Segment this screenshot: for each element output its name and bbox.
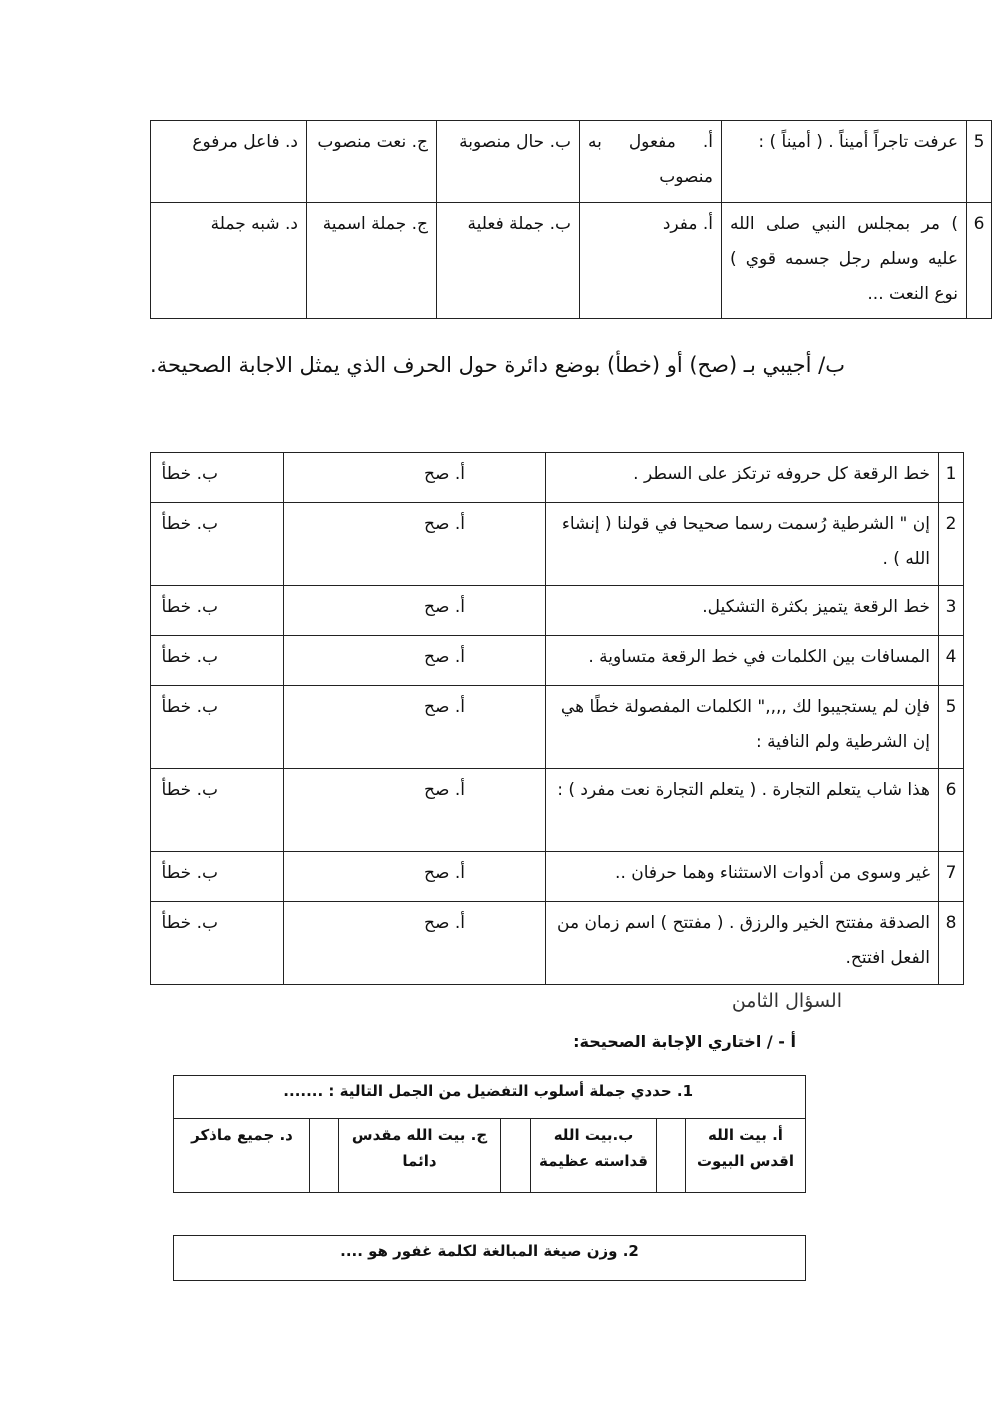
row-number: 1 [939, 453, 964, 503]
false-option[interactable]: ب. خطأ [151, 686, 284, 769]
option-a[interactable]: أ. مفرد [580, 203, 722, 319]
statement-text: إن " الشرطية رُسمت رسما صحيحا في قولنا ( إنشاء الله ) . [546, 503, 939, 586]
table-row [151, 503, 964, 586]
question-text: ) مر بمجلس النبي صلى الله عليه وسلم رجل جسمه قوي ) نوع النعت ... [722, 203, 967, 319]
statement-text: المسافات بين الكلمات في خط الرقعة متساوية . [546, 636, 939, 686]
statement-text: فإن لم يستجيبوا لك ,,,," الكلمات المفصولة خطًا هي إن الشرطية ولم النافية : [546, 686, 939, 769]
row-number: 6 [939, 769, 964, 852]
false-option[interactable]: ب. خطأ [151, 503, 284, 586]
false-option[interactable]: ب. خطأ [151, 636, 284, 686]
row-number: 8 [939, 902, 964, 985]
row-number: 3 [939, 586, 964, 636]
multiple-choice-table-top [150, 120, 992, 319]
row-number: 7 [939, 852, 964, 902]
option-a[interactable]: أ. بيت الله اقدس البيوت [685, 1118, 805, 1192]
option-d[interactable]: د. فاعل مرفوع [151, 121, 307, 203]
option-b[interactable]: ب. حال منصوبة [437, 121, 580, 203]
false-option[interactable]: ب. خطأ [151, 902, 284, 985]
false-option[interactable]: ب. خطأ [151, 852, 284, 902]
row-number: 5 [967, 121, 992, 203]
true-option[interactable]: أ. صح [284, 769, 546, 852]
option-b[interactable]: ب.بيت الله قداسته عظيمة [530, 1118, 657, 1192]
statement-text: خط الرقعة يتميز بكثرة التشكيل. [546, 586, 939, 636]
statement-text: هذا شاب يتعلم التجارة . ( يتعلم التجارة نعت مفرد ) : [546, 769, 939, 852]
option-d[interactable]: د. شبه جملة [151, 203, 307, 319]
row-number: 4 [939, 636, 964, 686]
table-row [151, 769, 964, 852]
row-number: 2 [939, 503, 964, 586]
true-false-table [150, 452, 964, 985]
row-number: 5 [939, 686, 964, 769]
table-row [151, 121, 992, 203]
true-option[interactable]: أ. صح [284, 902, 546, 985]
question-one-box [173, 1075, 806, 1193]
question-two-box: 2. وزن صيغة المبالغة لكلمة غفور هو .... [173, 1235, 806, 1281]
false-option[interactable]: ب. خطأ [151, 769, 284, 852]
true-option[interactable]: أ. صح [284, 686, 546, 769]
table-row [151, 203, 992, 319]
option-d[interactable]: د. جميع ماذكر [191, 1126, 293, 1144]
row-number: 6 [967, 203, 992, 319]
option-a[interactable]: أ. مفعول به منصوب [580, 121, 722, 203]
table-row [151, 586, 964, 636]
statement-text: خط الرقعة كل حروفه ترتكز على السطر . [546, 453, 939, 503]
true-option[interactable]: أ. صح [284, 503, 546, 586]
option-c[interactable]: ج. نعت منصوب [307, 121, 437, 203]
false-option[interactable]: ب. خطأ [151, 586, 284, 636]
statement-text: غير وسوى من أدوات الاستثناء وهما حرفان .. [546, 852, 939, 902]
true-option[interactable]: أ. صح [284, 586, 546, 636]
true-option[interactable]: أ. صح [284, 453, 546, 503]
table-row [151, 902, 964, 985]
table-row [151, 636, 964, 686]
column-divider [309, 1118, 311, 1192]
part-a-heading: أ - / اختاري الإجابة الصحيحة: [573, 1032, 796, 1051]
table-row [151, 453, 964, 503]
section-b-heading: ب/ أجيبي بـ (صح) أو (خطأ) بوضع دائرة حول الحرف الذي يمثل الاجابة الصحيحة. [150, 353, 845, 377]
false-option[interactable]: ب. خطأ [151, 453, 284, 503]
true-option[interactable]: أ. صح [284, 852, 546, 902]
option-b[interactable]: ب. جملة فعلية [437, 203, 580, 319]
table-row [151, 852, 964, 902]
table-row [151, 686, 964, 769]
question-text: عرفت تاجراً أميناً . ( أميناً ) : [722, 121, 967, 203]
question-one-text: 1. حددي جملة أسلوب التفضيل من الجمل التالية : ....... [174, 1076, 805, 1119]
true-option[interactable]: أ. صح [284, 636, 546, 686]
question-eight-title: السؤال الثامن [731, 990, 842, 1012]
option-c[interactable]: ج. بيت الله مقدس دائما [338, 1118, 501, 1192]
statement-text: الصدقة مفتتح الخير والرزق . ( مفتتح ) اسم زمان من الفعل افتتح. [546, 902, 939, 985]
option-c[interactable]: ج. جملة اسمية [307, 203, 437, 319]
